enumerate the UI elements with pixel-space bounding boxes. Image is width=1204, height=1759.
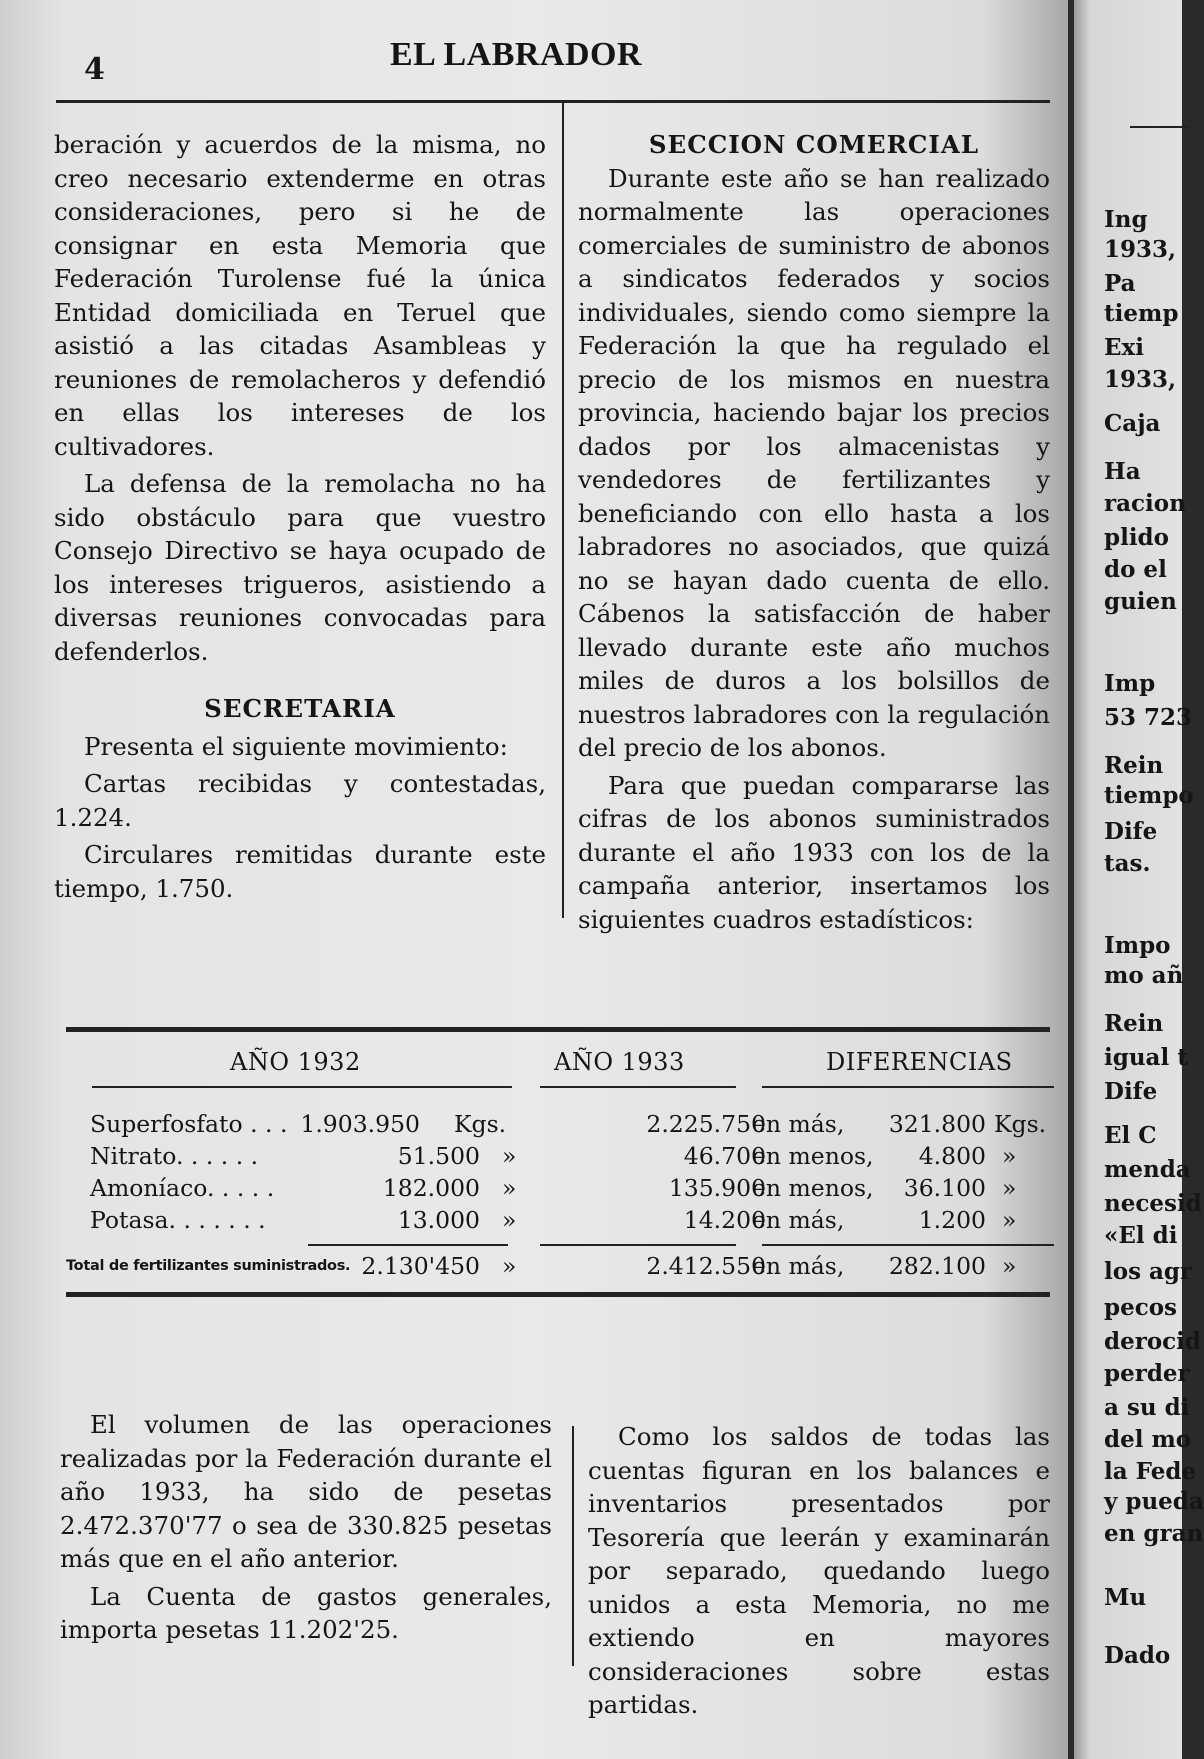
section-title-comercial: SECCION COMERCIAL [648,130,980,159]
page-number: 4 [84,52,105,87]
masthead-title: EL LABRADOR [390,36,643,73]
total-1933: 2.412.550 [646,1252,766,1280]
unit-1932: » [502,1142,517,1170]
facing-page-fragment: guien [1104,588,1177,615]
facing-page-fragment: menda [1104,1156,1191,1183]
difference-unit: » [1002,1206,1017,1234]
right-paragraph-2: Para que puedan compararse las cifras de los abonos suministrados durante el año 1933 con los de la campaña anterior, insertamos los siguientes cuadros estadísticos: [578,770,1050,934]
facing-page-fragment: Mu [1104,1584,1147,1611]
difference-sense: en menos, [752,1142,874,1170]
bottom-right-paragraph-1: Como los saldos de todas las cuentas figuran en los balances e inventarios presentados por Tesorería que leerán y examinarán por separado, quedando luego unidos a esta Memoria, no me extiendo en mayores consideraciones sobre estas partidas. [588,1422,1050,1719]
facing-page-fragment: perder [1104,1360,1190,1387]
difference-unit: » [1002,1142,1017,1170]
difference-unit: Kgs. [994,1110,1047,1138]
facing-page-fragment: y pueda [1104,1488,1204,1515]
difference-unit: » [1002,1174,1017,1202]
total-1932: 2.130'450 [361,1252,480,1280]
total-difference-sense: en más, [752,1252,845,1280]
sum-rule-1932 [308,1244,508,1246]
facing-page-fragment: Dife [1104,818,1158,845]
facing-page-fragment: necesid [1104,1190,1202,1217]
row-label: Potasa. . . . . . . [90,1206,266,1234]
sum-rule-1933 [540,1244,736,1246]
difference-value: 1.200 [918,1206,986,1234]
facing-page-fragment: del mo [1104,1426,1192,1453]
table-row [66,1206,1056,1238]
difference-sense: en más, [752,1206,845,1234]
facing-page-fragment: Rein [1104,1010,1164,1037]
row-label: Nitrato. . . . . . [90,1142,259,1170]
facing-page-fragment: 53 723 [1104,704,1193,731]
bottom-left-column [60,1408,552,1647]
facing-page-fragment: pecos [1104,1294,1178,1321]
header-differences: DIFERENCIAS [826,1048,1013,1076]
facing-page-fragment: Ha [1104,458,1141,485]
difference-value: 4.800 [918,1142,986,1170]
sum-rule-diff [762,1244,1054,1246]
total-label: Total de fertilizantes suministrados. [66,1258,351,1274]
facing-page-fragment: racion [1104,490,1186,517]
facing-page-fragment: en gran [1104,1520,1204,1547]
unit-1932: » [502,1174,517,1202]
value-1932: 13.000 [397,1206,480,1234]
total-difference-unit: » [1002,1252,1017,1280]
facing-page-fragment: plido [1104,524,1169,551]
table-row [66,1110,1056,1142]
value-1932: 51.500 [397,1142,480,1170]
facing-page-fragment: «El di [1104,1222,1178,1249]
unit-1932: » [502,1206,517,1234]
facing-page-fragment: Rein [1104,752,1164,779]
bottom-left-paragraph-1: El volumen de las operaciones realizadas por la Federación durante el año 1933, ha sido de pesetas 2.472.370'77 o sea de 330.825 pesetas más que en el año anterior. [60,1410,552,1573]
row-label: Superfosfato . . . [90,1110,288,1138]
facing-page-fragment: Ing [1104,206,1148,233]
difference-sense: en menos, [752,1174,874,1202]
value-1933: 46.700 [683,1142,766,1170]
total-unit-1932: » [502,1252,517,1280]
facing-page-fragment: Impo [1104,932,1171,959]
left-paragraph-4: Cartas recibidas y contestadas, 1.224. [54,769,546,832]
facing-page-fragment: derocid [1104,1328,1201,1355]
left-paragraph-5: Circulares remitidas durante este tiempo, 1.750. [54,840,546,903]
facing-page-fragment: tas. [1104,850,1151,877]
header-rule [56,100,1050,103]
facing-page-fragment: Dife [1104,1078,1158,1105]
difference-sense: en más, [752,1110,845,1138]
facing-page-fragment: Caja [1104,410,1161,437]
facing-page-edge [1074,0,1204,1759]
facing-page-fragment: los agr [1104,1258,1193,1285]
right-paragraph-1: Durante este año se han realizado normalmente las operaciones comerciales de suministro de abonos a sindicatos federados y socios individuales, siendo como siempre la Federación la que ha regulado el precio de los mismos en nuestra provincia, haciendo bajar los precios dados por los almacenistas y vendedores de fertilizantes y beneficiando con ello hasta a los labradores no asociados, que quizá no se hayan dado cuenta de ello. Cábenos la satisfacción de haber llevado durante este año muchos miles de duros a los bolsillos de nuestros labradores con la regulación del precio de los abonos. [578,163,1050,762]
column-divider [562,100,564,918]
difference-value: 321.800 [888,1110,986,1138]
table-row [66,1174,1056,1206]
facing-page-fragment: la Fede [1104,1458,1197,1485]
facing-page-fragment: tiemp [1104,300,1179,327]
header-year-1932: AÑO 1932 [230,1048,361,1076]
header-underline-1933 [540,1086,736,1088]
table-total-row [66,1252,1056,1284]
bottom-left-paragraph-2: La Cuenta de gastos generales, importa pesetas 11.202'25. [60,1581,552,1644]
left-paragraph-1: beración y acuerdos de la misma, no creo necesario extenderme en otras consideraciones, pero si he de consignar en esta Memoria que Federación Turolense fué la única Entidad domiciliada en Teruel que asistió a las citadas Asambleas y reuniones de remolacheros y defendió en ellas los intereses de los cultivadores. [54,130,546,461]
fertilizer-table [66,1030,1056,1280]
facing-page-fragment: mo añ [1104,962,1184,989]
difference-value: 36.100 [903,1174,986,1202]
table-row [66,1142,1056,1174]
facing-page-fragment: a su di [1104,1394,1190,1421]
bottom-right-column [588,1420,1050,1722]
facing-page-fragment: El C [1104,1122,1157,1149]
row-label: Amoníaco. . . . . [90,1174,275,1202]
value-1932: 1.903.950 [300,1110,420,1138]
right-column [578,128,1050,936]
header-underline-diff [762,1086,1054,1088]
facing-page-fragment: 1933, [1104,236,1177,263]
header-underline-1932 [92,1086,512,1088]
value-1933: 14.200 [683,1206,766,1234]
unit-1932: Kgs. [454,1110,507,1138]
facing-page-fragment: Imp [1104,670,1156,697]
bottom-column-divider [572,1426,574,1666]
facing-page-rule [1130,126,1190,128]
facing-page-fragment: igual t [1104,1044,1188,1071]
facing-page-fragment: Exi [1104,334,1144,361]
header-year-1933: AÑO 1933 [554,1048,685,1076]
value-1933: 135.900 [668,1174,766,1202]
facing-page-fragment: tiempo [1104,782,1194,809]
value-1933: 2.225.750 [646,1110,766,1138]
left-column [54,128,546,905]
left-paragraph-2: La defensa de la remolacha no ha sido obstáculo para que vuestro Consejo Directivo se haya ocupado de los intereses trigueros, asistiendo a diversas reuniones convocadas para defenderlos. [54,469,546,666]
facing-page-fragment: 1933, [1104,366,1177,393]
section-title-secretaria: SECRETARIA [204,694,396,723]
total-difference-value: 282.100 [888,1252,986,1280]
left-paragraph-3: Presenta el siguiente movimiento: [84,731,508,761]
table-bottom-rule [66,1292,1050,1297]
facing-page-fragment: do el [1104,556,1167,583]
facing-page-fragment: Pa [1104,270,1136,297]
facing-page-fragment: Dado [1104,1642,1171,1669]
value-1932: 182.000 [382,1174,480,1202]
